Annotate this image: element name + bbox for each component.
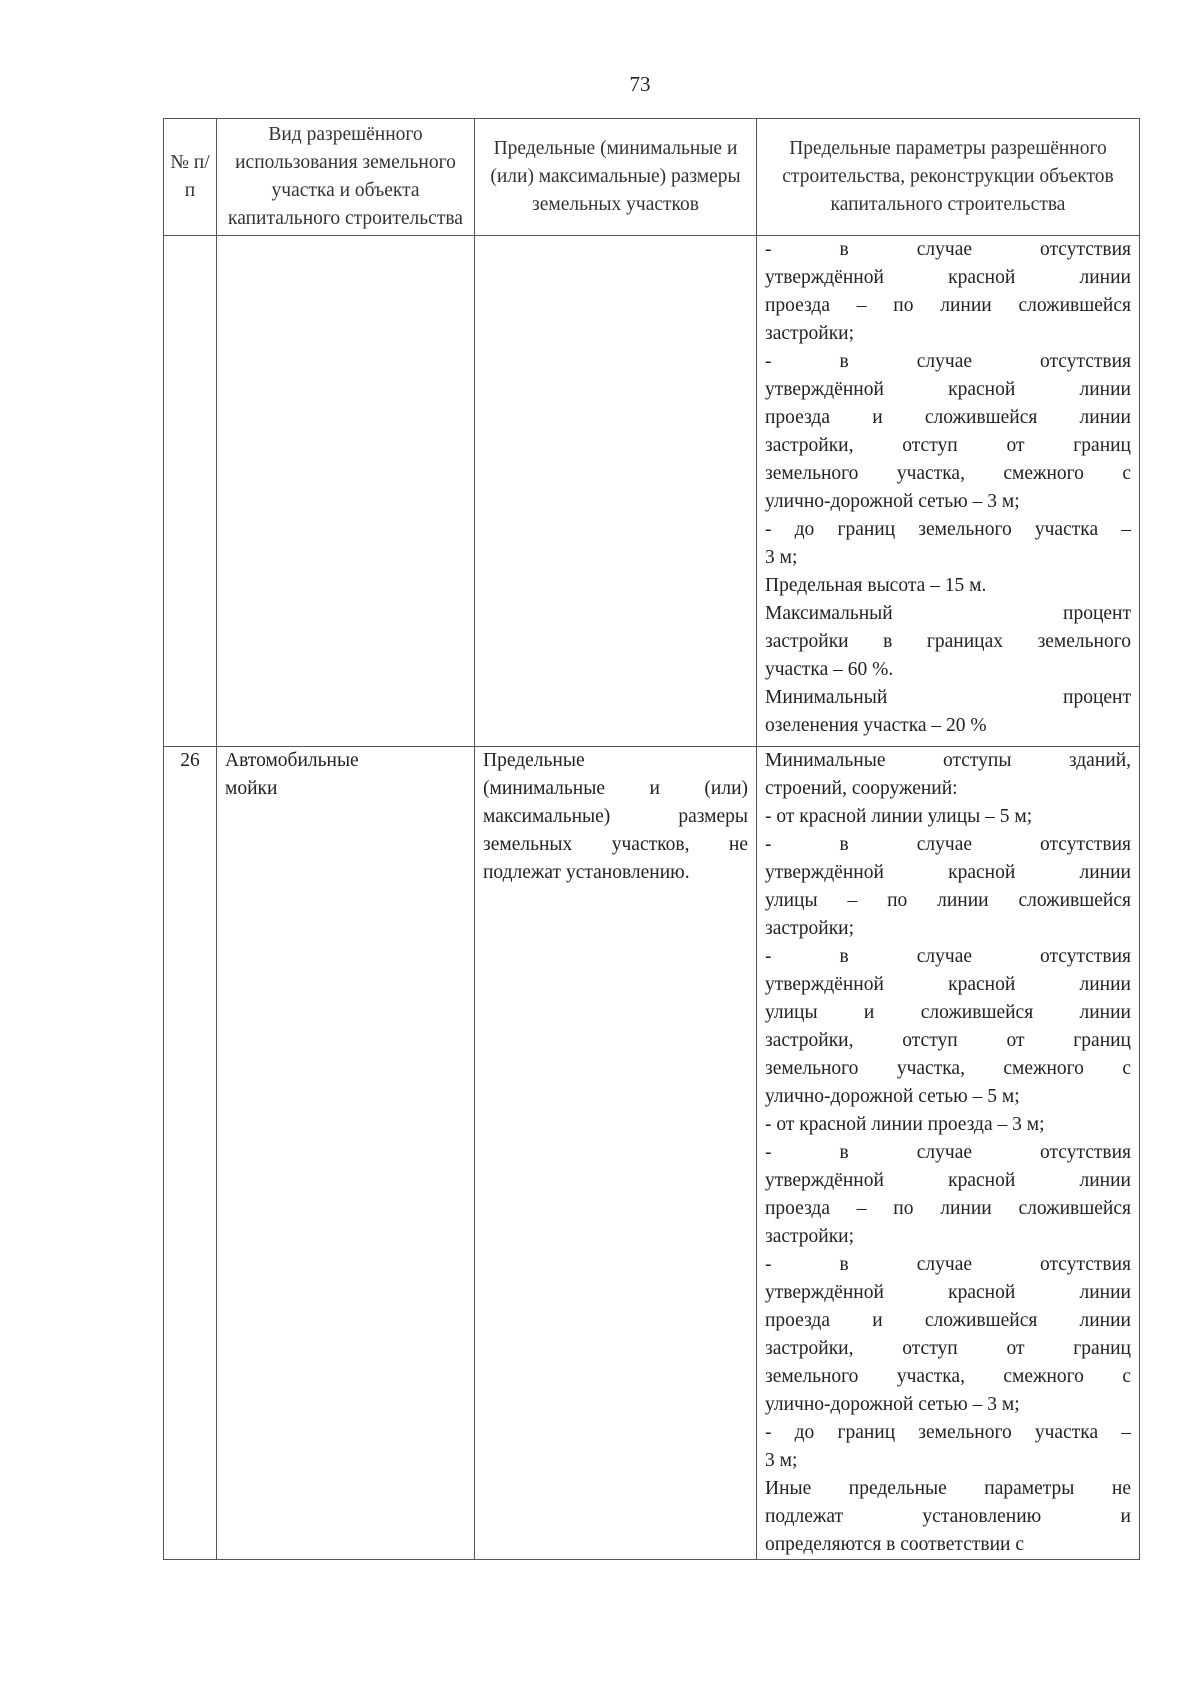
cell-text-line: - от красной линии проезда – 3 м; bbox=[765, 1114, 1045, 1135]
cell-text-line: (минимальные и (или) bbox=[483, 778, 748, 799]
cell-text-line: проезда – по линии сложившейся bbox=[765, 295, 1131, 316]
cell-text-line: застройки; bbox=[765, 1226, 855, 1247]
cell-text-line: Предельные bbox=[483, 750, 585, 771]
cell-text-line: строений, сооружений: bbox=[765, 778, 958, 799]
cell-text-line: проезда и сложившейся линии bbox=[765, 1310, 1131, 1331]
cell-text-line: застройки, отступ от границ bbox=[765, 1030, 1131, 1051]
cell-text-line: подлежат установлению и bbox=[765, 1506, 1131, 1527]
header-number: № п/п bbox=[164, 119, 217, 236]
cell-text-line: - в случае отсутствия bbox=[765, 239, 1131, 260]
cell-text-line: застройки в границах земельного bbox=[765, 631, 1131, 652]
cell-text-line: - в случае отсутствия bbox=[765, 351, 1131, 372]
cell-text-line: - в случае отсутствия bbox=[765, 1142, 1131, 1163]
cell-text-line: застройки; bbox=[765, 918, 855, 939]
cell-construction-params bbox=[757, 236, 1140, 747]
cell-text-line: Автомобильные bbox=[225, 750, 359, 771]
cell-text-line: утверждённой красной линии bbox=[765, 267, 1131, 288]
cell-text-line: озеленения участка – 20 % bbox=[765, 715, 987, 736]
table-row-continued bbox=[164, 236, 1140, 747]
page-number: 73 bbox=[629, 72, 651, 96]
cell-plot-sizes bbox=[475, 236, 757, 747]
cell-text-line: земельного участка, смежного с bbox=[765, 1366, 1131, 1387]
cell-text-line: застройки, отступ от границ bbox=[765, 435, 1131, 456]
header-use-type: Вид разрешённого использования земельного участка и объекта капитального строительства bbox=[217, 119, 475, 236]
cell-text-line: определяются в соответствии с bbox=[765, 1534, 1024, 1555]
cell-number bbox=[164, 236, 217, 747]
cell-text-line: улицы – по линии сложившейся bbox=[765, 890, 1131, 911]
cell-text-line: - до границ земельного участка – bbox=[765, 1422, 1131, 1443]
cell-text-line: застройки, отступ от границ bbox=[765, 1338, 1131, 1359]
cell-text-line: Минимальный процент bbox=[765, 687, 1131, 708]
cell-text-line: 3 м; bbox=[765, 547, 798, 568]
cell-text-line: утверждённой красной линии bbox=[765, 1282, 1131, 1303]
table-row-26 bbox=[164, 747, 1140, 1560]
cell-text-line: утверждённой красной линии bbox=[765, 862, 1131, 883]
cell-text-line: максимальные) размеры bbox=[483, 806, 748, 827]
cell-construction-params bbox=[757, 747, 1140, 1560]
cell-text-line: Минимальные отступы зданий, bbox=[765, 750, 1131, 771]
cell-text-line: - в случае отсутствия bbox=[765, 946, 1131, 967]
cell-plot-sizes bbox=[475, 747, 757, 1560]
cell-text-line: мойки bbox=[225, 778, 278, 799]
cell-text-line: проезда – по линии сложившейся bbox=[765, 1198, 1131, 1219]
cell-text-line: 3 м; bbox=[765, 1450, 798, 1471]
header-construction-params: Предельные параметры разрешённого строительства, реконструкции объектов капитального строительства bbox=[757, 119, 1140, 236]
cell-text-line: улицы и сложившейся линии bbox=[765, 1002, 1131, 1023]
cell-text-line: земельных участков, не bbox=[483, 834, 748, 855]
cell-number: 26 bbox=[164, 747, 217, 1560]
cell-text-line: земельного участка, смежного с bbox=[765, 1058, 1131, 1079]
cell-text-line: утверждённой красной линии bbox=[765, 1170, 1131, 1191]
cell-text-line: участка – 60 %. bbox=[765, 659, 894, 680]
cell-text-line: улично-дорожной сетью – 3 м; bbox=[765, 1394, 1020, 1415]
cell-text-line: улично-дорожной сетью – 3 м; bbox=[765, 491, 1020, 512]
cell-text-line: - до границ земельного участка – bbox=[765, 519, 1131, 540]
cell-text-line: улично-дорожной сетью – 5 м; bbox=[765, 1086, 1020, 1107]
cell-text-line: Максимальный процент bbox=[765, 603, 1131, 624]
cell-text-line: - в случае отсутствия bbox=[765, 834, 1131, 855]
cell-use-type bbox=[217, 236, 475, 747]
table-header-row bbox=[164, 119, 1140, 236]
header-plot-sizes: Предельные (минимальные и (или) максимальные) размеры земельных участков bbox=[475, 119, 757, 236]
cell-text-line: - от красной линии улицы – 5 м; bbox=[765, 806, 1033, 827]
cell-text-line: - в случае отсутствия bbox=[765, 1254, 1131, 1275]
cell-text-line: Предельная высота – 15 м. bbox=[765, 575, 987, 596]
regulations-table bbox=[163, 118, 1140, 1560]
cell-text-line: утверждённой красной линии bbox=[765, 379, 1131, 400]
cell-text-line: земельного участка, смежного с bbox=[765, 463, 1131, 484]
cell-text-line: Иные предельные параметры не bbox=[765, 1478, 1131, 1499]
cell-use-type bbox=[217, 747, 475, 1560]
cell-text-line: подлежат установлению. bbox=[483, 862, 690, 883]
cell-text-line: проезда и сложившейся линии bbox=[765, 407, 1131, 428]
cell-text-line: застройки; bbox=[765, 323, 855, 344]
cell-text-line: утверждённой красной линии bbox=[765, 974, 1131, 995]
